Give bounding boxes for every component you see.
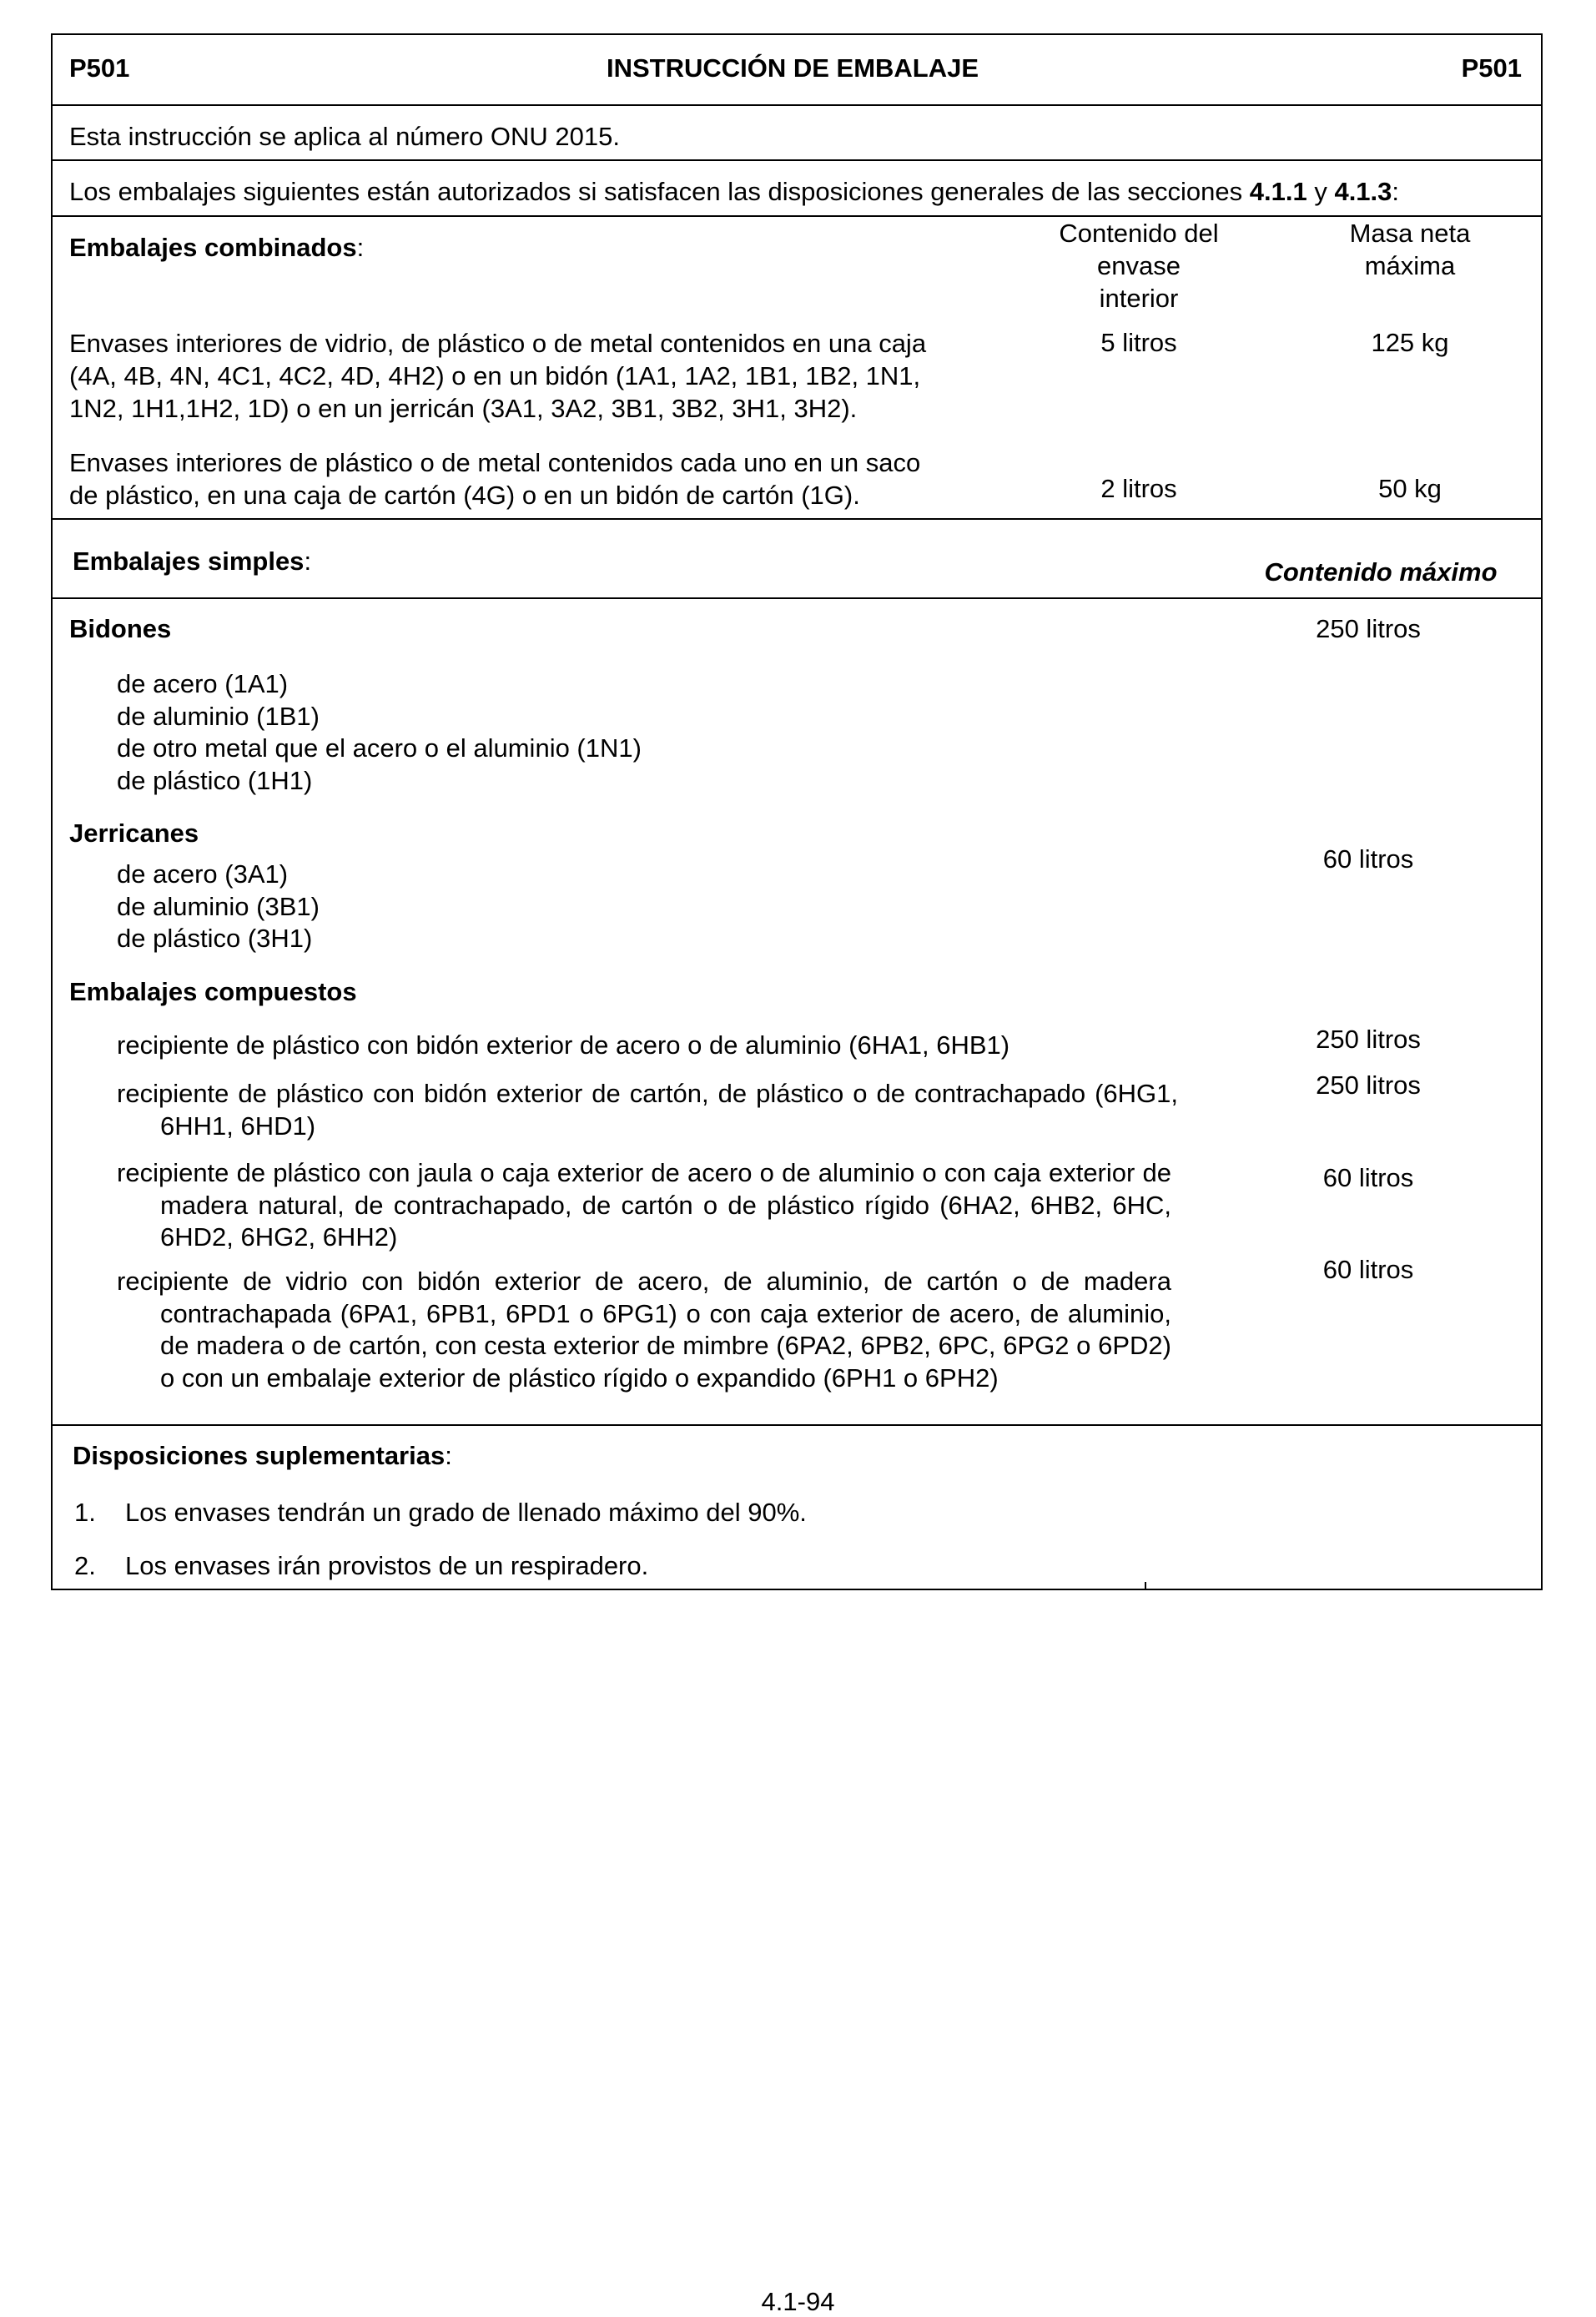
jerricans-list [117, 859, 320, 955]
composite-item-2-max: 250 litros [1316, 1070, 1421, 1100]
col-mass-line: máxima [1364, 251, 1456, 280]
composite-item-2: recipiente de plástico con bidón exterior de cartón, de plástico o de contrachapado (6HG1, 6HH1, 6HD1) [117, 1079, 1178, 1141]
drums-max: 250 litros [1316, 614, 1421, 643]
authorized-joiner: y [1307, 177, 1335, 206]
rule-single-header [51, 597, 1543, 599]
description-line: Envases interiores de vidrio, de plástico o de metal contenidos en una caja [69, 329, 927, 358]
authorized-text [69, 176, 1399, 208]
col-inner-header [1018, 217, 1260, 315]
table-border-top [51, 33, 1543, 35]
column-divider-stub [1145, 1582, 1146, 1590]
combined-row-1-mass: 125 kg [1371, 328, 1449, 357]
supplementary-text-2: Los envases irán provistos de un respiradero. [125, 1551, 649, 1580]
composite-item-1: recipiente de plástico con bidón exterior de acero o de aluminio (6HA1, 6HB1) [117, 1030, 1010, 1060]
list-item: de plástico (1H1) [117, 765, 313, 795]
table-border-bottom [51, 1589, 1543, 1590]
combined-row-2-inner: 2 litros [1100, 474, 1177, 503]
supplementary-heading [73, 1440, 452, 1472]
page-title: INSTRUCCIÓN DE EMBALAJE [606, 53, 979, 83]
table-border-right [1541, 33, 1543, 1590]
col-max-header: Contenido máximo [1264, 557, 1498, 587]
combined-row-2-mass: 50 kg [1378, 474, 1442, 503]
composite-heading: Embalajes compuestos [69, 977, 357, 1006]
combined-row-2-description [69, 446, 920, 511]
composite-item-3: recipiente de plástico con jaula o caja exterior de acero o de aluminio o con caja exterior de madera natural, de contrachapado, de cartón o de plástico rígido (6HA2, 6HB2, 6HC, 6HD2, 6HG2, 6HH2) [117, 1158, 1171, 1252]
description-line: Envases interiores de plástico o de metal contenidos cada uno en un saco [69, 448, 921, 477]
description-line: (4A, 4B, 4N, 4C1, 4C2, 4D, 4H2) o en un bidón (1A1, 1A2, 1B1, 1B2, 1N1, [69, 361, 921, 390]
col-inner-line: interior [1099, 284, 1179, 313]
section-ref-2: 4.1.3 [1334, 177, 1392, 206]
col-mass-line: Masa neta [1349, 219, 1471, 248]
list-item: de otro metal que el acero o el aluminio (1N1) [117, 733, 642, 763]
jerricans-max: 60 litros [1322, 844, 1414, 874]
applies-text: Esta instrucción se aplica al número ONU 2015. [69, 122, 620, 151]
composite-item-1-max: 250 litros [1316, 1025, 1421, 1054]
header-code-left: P501 [69, 53, 130, 83]
combined-heading-label: Embalajes combinados [69, 233, 357, 262]
supplementary-text-1: Los envases tendrán un grado de llenado máximo del 90%. [125, 1498, 807, 1527]
authorized-end: : [1392, 177, 1400, 206]
description-line: de plástico, en una caja de cartón (4G) o en un bidón de cartón (1G). [69, 481, 860, 510]
list-item: de acero (3A1) [117, 859, 289, 889]
single-heading-colon: : [304, 547, 312, 576]
list-item: de aluminio (3B1) [117, 891, 320, 921]
rule-applies [51, 159, 1543, 161]
list-item: de acero (1A1) [117, 669, 289, 698]
drums-list [117, 668, 642, 797]
col-mass-header [1301, 217, 1518, 282]
section-ref-1: 4.1.1 [1249, 177, 1307, 206]
jerricans-heading: Jerricanes [69, 819, 199, 848]
composite-item-4: recipiente de vidrio con bidón exterior de acero, de aluminio, de cartón o de madera contrachapada (6PA1, 6PB1, 6PD1 o 6PG1) o con caja exterior de acero, de aluminio, de madera o de cartón, con cesta exterior de mimbre (6PA2, 6PB2, 6PC, 6PG2 o 6PD2) o con un embalaje exterior de plástico rígido o expandido (6PH1 o 6PH2) [117, 1267, 1171, 1393]
drums-heading: Bidones [69, 614, 172, 643]
single-heading-label: Embalajes simples [73, 547, 305, 576]
page-number: 4.1-94 [761, 2287, 835, 2316]
table-border-left [51, 33, 53, 1590]
col-inner-line: Contenido del [1059, 219, 1219, 248]
combined-row-1-description [69, 327, 926, 425]
combined-row-1-inner: 5 litros [1100, 328, 1177, 357]
rule-single-end [51, 1424, 1543, 1426]
supplementary-num-2: 2. [74, 1551, 96, 1580]
list-item: de plástico (3H1) [117, 924, 313, 953]
supplementary-heading-colon: : [445, 1441, 452, 1470]
composite-item-4-max: 60 litros [1322, 1255, 1414, 1284]
supplementary-num-1: 1. [74, 1498, 96, 1527]
description-line: 1N2, 1H1,1H2, 1D) o en un jerricán (3A1, 3A2, 3B1, 3B2, 3H1, 3H2). [69, 394, 858, 423]
list-item: de aluminio (1B1) [117, 701, 320, 731]
combined-heading [69, 232, 364, 264]
composite-item-3-max: 60 litros [1322, 1163, 1414, 1192]
single-heading [73, 546, 311, 577]
combined-heading-colon: : [356, 233, 365, 262]
authorized-body: Los embalajes siguientes están autorizados si satisfacen las disposiciones generales de las secciones [69, 177, 1250, 206]
rule-combined-end [51, 518, 1543, 520]
supplementary-heading-label: Disposiciones suplementarias [73, 1441, 446, 1470]
col-inner-line: envase [1097, 251, 1181, 280]
rule-header [51, 104, 1543, 106]
header-code-right: P501 [1461, 53, 1522, 83]
